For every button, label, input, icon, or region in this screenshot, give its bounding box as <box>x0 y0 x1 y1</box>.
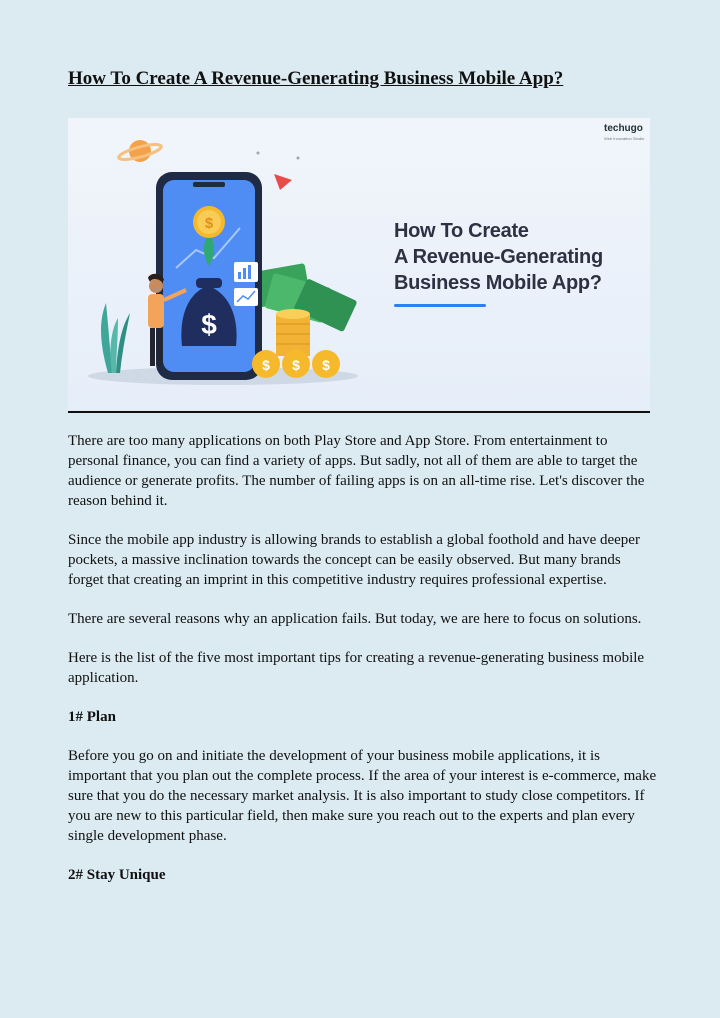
dollar-coin-icon <box>193 206 225 238</box>
svg-text:$: $ <box>262 357 270 373</box>
paragraph: Before you go on and initiate the development of your business mobile applications, it is important that you plan out the complete process. If the area of your interest is e-commerce, make sure that you do the necessary market analysis. It is also important to study close competitors. If you are new to this particular field, then make sure you reach out to the experts and plan every single development phase. <box>68 748 657 844</box>
banner-heading-line: How To Create <box>394 220 529 242</box>
dollar-coin-icon <box>282 350 310 378</box>
divider <box>68 411 650 413</box>
paragraph: There are several reasons why an application fails. But today, we are here to focus on solutions. <box>68 611 642 627</box>
banner-heading <box>394 218 603 296</box>
coin-stack-icon <box>276 309 310 356</box>
paragraph: Since the mobile app industry is allowing brands to establish a global foothold and have deeper pockets, a massive inclination towards the concept can be easily observed. But many brands forget that creating an imprint in this competitive industry requires professional expertise. <box>68 532 640 588</box>
brand-logo: techugo <box>604 123 643 134</box>
paper-plane-icon <box>274 174 292 190</box>
section-heading-stay-unique: 2# Stay Unique <box>68 867 166 883</box>
article-body <box>68 431 658 904</box>
article-title: How To Create A Revenue-Generating Business Mobile App? <box>68 68 564 89</box>
paragraph: There are too many applications on both Play Store and App Store. From entertainment to personal finance, you can find a variety of apps. But sadly, not all of them are able to target the audience or generate profits. The number of failing apps is on an all-time rise. Let's discover the reason behind it. <box>68 433 645 509</box>
hero-banner <box>68 118 650 410</box>
banner-accent-line <box>394 304 486 307</box>
svg-text:$: $ <box>322 357 330 373</box>
banner-heading-line: A Revenue-Generating <box>394 246 603 268</box>
svg-text:$: $ <box>201 309 217 340</box>
dollar-coin-icon <box>312 350 340 378</box>
banner-heading-line: Business Mobile App? <box>394 272 602 294</box>
svg-text:$: $ <box>204 215 214 232</box>
dollar-coin-icon <box>252 350 280 378</box>
plant-icon <box>101 303 130 373</box>
planet-icon <box>117 140 162 163</box>
brand-tagline: Web Innovation Studio <box>604 136 645 141</box>
svg-text:$: $ <box>292 357 300 373</box>
paragraph: Here is the list of the five most important tips for creating a revenue-generating business mobile application. <box>68 650 645 686</box>
smartphone-icon <box>156 172 262 380</box>
section-heading-plan: 1# Plan <box>68 709 116 725</box>
